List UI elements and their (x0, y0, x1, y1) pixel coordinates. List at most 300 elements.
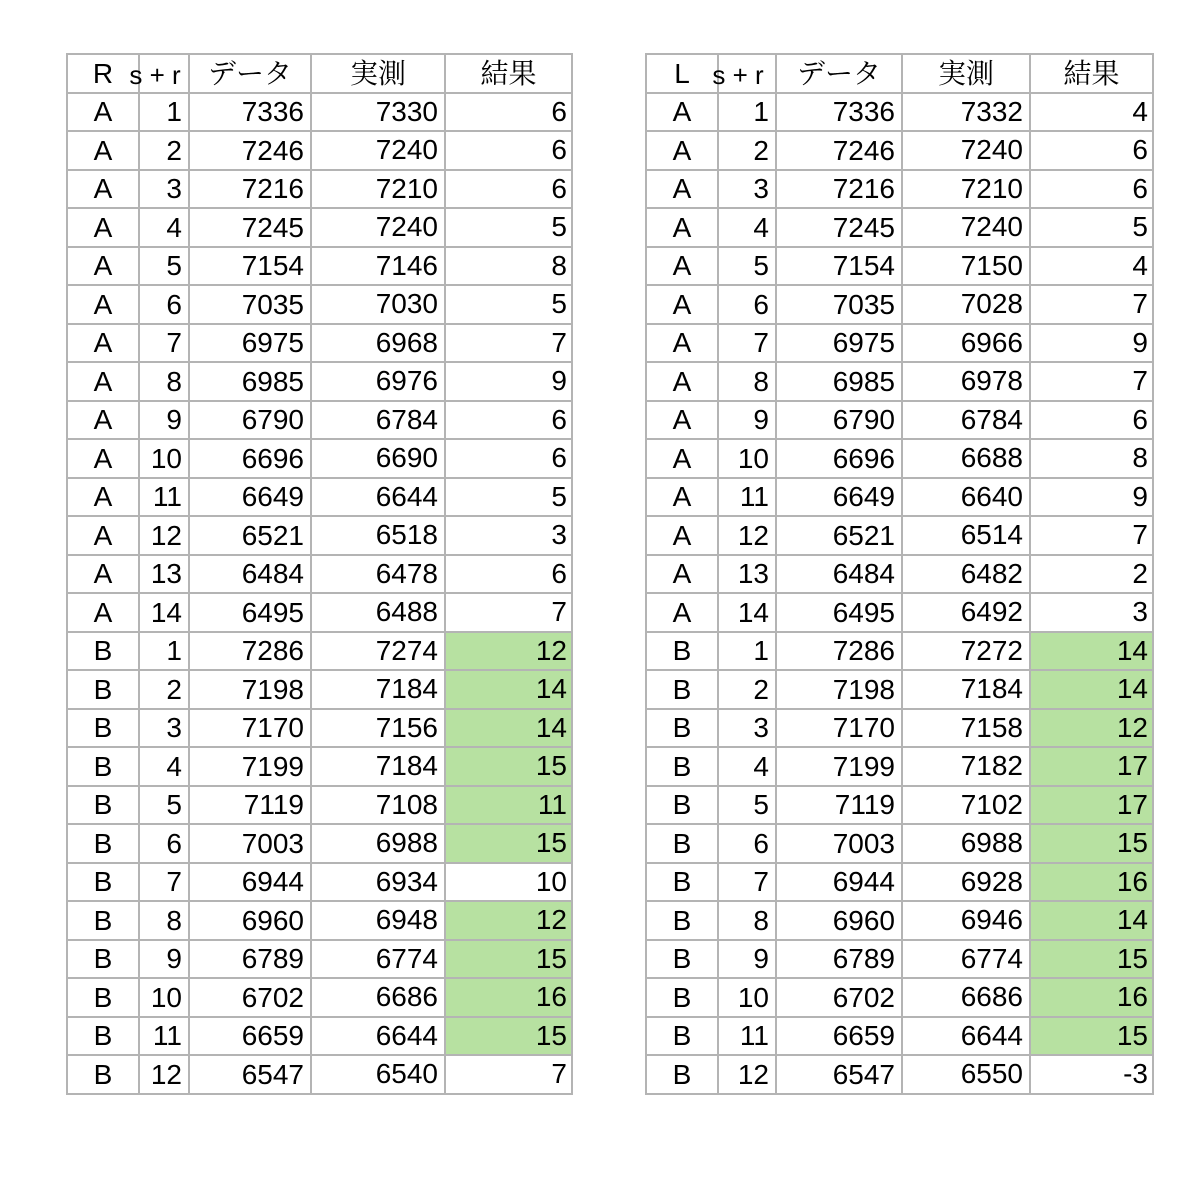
cell-data[interactable]: 7119 (189, 786, 311, 825)
cell-measured[interactable]: 7028 (902, 285, 1030, 324)
table-body (646, 93, 1153, 1094)
cell-data[interactable]: 7154 (189, 247, 311, 286)
cell-measured[interactable]: 7240 (311, 131, 445, 170)
cell-measured[interactable]: 7150 (902, 247, 1030, 286)
cell-result[interactable]: 15 (1030, 824, 1153, 863)
cell-group[interactable]: A (646, 362, 718, 401)
table-row (67, 978, 572, 1017)
cell-result[interactable]: 14 (445, 709, 572, 748)
table-row (67, 824, 572, 863)
table-row (646, 863, 1153, 902)
cell-data[interactable]: 6659 (776, 1017, 902, 1056)
cell-index[interactable]: 12 (139, 516, 189, 555)
cell-measured[interactable]: 6774 (902, 940, 1030, 979)
cell-index[interactable]: 8 (718, 901, 776, 940)
cell-data[interactable]: 7035 (776, 285, 902, 324)
header-s-plus-r[interactable]: s + r (718, 54, 776, 93)
cell-group[interactable]: B (646, 824, 718, 863)
cell-index[interactable]: 8 (139, 901, 189, 940)
cell-group[interactable]: A (646, 478, 718, 517)
cell-group[interactable]: B (646, 863, 718, 902)
cell-result[interactable]: 7 (445, 324, 572, 363)
cell-index[interactable]: 14 (718, 593, 776, 632)
cell-measured[interactable]: 7274 (311, 632, 445, 671)
cell-index[interactable]: 9 (718, 401, 776, 440)
cell-group[interactable]: B (646, 747, 718, 786)
cell-data[interactable]: 6789 (776, 940, 902, 979)
cell-data[interactable]: 6495 (189, 593, 311, 632)
cell-index[interactable]: 2 (139, 131, 189, 170)
cell-data[interactable]: 7170 (776, 709, 902, 748)
cell-result[interactable]: 15 (445, 824, 572, 863)
cell-index[interactable]: 6 (718, 285, 776, 324)
table-row (646, 940, 1153, 979)
cell-result[interactable]: 6 (445, 131, 572, 170)
table-row (67, 709, 572, 748)
cell-group[interactable]: A (646, 324, 718, 363)
cell-data[interactable]: 6484 (189, 555, 311, 594)
table-row (67, 516, 572, 555)
cell-measured[interactable]: 7156 (311, 709, 445, 748)
cell-result[interactable]: 4 (1030, 247, 1153, 286)
cell-data[interactable]: 7199 (189, 747, 311, 786)
cell-measured[interactable]: 7210 (311, 170, 445, 209)
cell-measured[interactable]: 6966 (902, 324, 1030, 363)
table-row (67, 362, 572, 401)
cell-index[interactable]: 11 (718, 478, 776, 517)
cell-result[interactable]: 15 (1030, 940, 1153, 979)
cell-measured[interactable]: 6934 (311, 863, 445, 902)
cell-result[interactable]: 15 (445, 747, 572, 786)
cell-index[interactable]: 2 (139, 670, 189, 709)
cell-index[interactable]: 8 (139, 362, 189, 401)
cell-index[interactable]: 3 (139, 170, 189, 209)
cell-data[interactable]: 7198 (189, 670, 311, 709)
cell-data[interactable]: 6696 (776, 439, 902, 478)
cell-group[interactable]: A (646, 170, 718, 209)
table-row (67, 170, 572, 209)
cell-group[interactable]: B (646, 632, 718, 671)
cell-measured[interactable]: 7108 (311, 786, 445, 825)
cell-group[interactable]: A (67, 439, 139, 478)
cell-result[interactable]: 7 (445, 593, 572, 632)
cell-data[interactable]: 7336 (189, 93, 311, 132)
cell-data[interactable]: 7246 (776, 131, 902, 170)
cell-measured[interactable]: 6640 (902, 478, 1030, 517)
cell-index[interactable]: 2 (718, 670, 776, 709)
cell-group[interactable]: B (67, 1055, 139, 1094)
cell-group[interactable]: B (67, 901, 139, 940)
cell-group[interactable]: B (67, 786, 139, 825)
cell-measured[interactable]: 6514 (902, 516, 1030, 555)
cell-measured[interactable]: 6686 (902, 978, 1030, 1017)
cell-index[interactable]: 3 (718, 709, 776, 748)
cell-group[interactable]: A (67, 208, 139, 247)
cell-data[interactable]: 6975 (189, 324, 311, 363)
cell-index[interactable]: 7 (139, 324, 189, 363)
cell-data[interactable]: 6696 (189, 439, 311, 478)
cell-result[interactable]: 5 (445, 478, 572, 517)
cell-measured[interactable]: 6644 (311, 478, 445, 517)
cell-group[interactable]: B (67, 670, 139, 709)
cell-data[interactable]: 7286 (189, 632, 311, 671)
cell-result[interactable]: 2 (1030, 555, 1153, 594)
cell-result[interactable]: 5 (445, 208, 572, 247)
cell-result[interactable]: 10 (445, 863, 572, 902)
cell-result[interactable]: 8 (445, 247, 572, 286)
cell-data[interactable]: 6960 (189, 901, 311, 940)
cell-group[interactable]: B (646, 670, 718, 709)
cell-index[interactable]: 5 (718, 786, 776, 825)
cell-result[interactable]: 17 (1030, 747, 1153, 786)
cell-result[interactable]: 6 (1030, 401, 1153, 440)
cell-group[interactable]: A (67, 170, 139, 209)
header-side[interactable]: R (67, 54, 139, 93)
cell-group[interactable]: A (67, 516, 139, 555)
cell-group[interactable]: B (67, 709, 139, 748)
cell-data[interactable]: 6649 (776, 478, 902, 517)
cell-group[interactable]: B (67, 632, 139, 671)
cell-result[interactable]: 12 (445, 632, 572, 671)
cell-measured[interactable]: 7184 (311, 670, 445, 709)
table-row (67, 1055, 572, 1094)
cell-group[interactable]: B (646, 786, 718, 825)
cell-result[interactable]: 16 (445, 978, 572, 1017)
header-data[interactable]: データ (776, 54, 902, 93)
cell-index[interactable]: 1 (139, 93, 189, 132)
cell-data[interactable]: 7336 (776, 93, 902, 132)
table-row (67, 901, 572, 940)
cell-result[interactable]: 16 (1030, 978, 1153, 1017)
cell-data[interactable]: 7003 (776, 824, 902, 863)
cell-group[interactable]: B (67, 863, 139, 902)
cell-index[interactable]: 9 (139, 401, 189, 440)
cell-index[interactable]: 5 (139, 247, 189, 286)
cell-result[interactable]: 6 (445, 170, 572, 209)
cell-result[interactable]: 14 (1030, 632, 1153, 671)
cell-group[interactable]: B (646, 1055, 718, 1094)
cell-index[interactable]: 7 (718, 863, 776, 902)
cell-group[interactable]: A (646, 593, 718, 632)
cell-result[interactable]: 15 (445, 1017, 572, 1056)
cell-result[interactable]: 6 (445, 93, 572, 132)
cell-measured[interactable]: 6518 (311, 516, 445, 555)
cell-index[interactable]: 10 (139, 978, 189, 1017)
cell-result[interactable]: 12 (445, 901, 572, 940)
cell-group[interactable]: B (646, 1017, 718, 1056)
cell-data[interactable]: 6790 (776, 401, 902, 440)
cell-result[interactable]: 6 (445, 555, 572, 594)
cell-measured[interactable]: 7332 (902, 93, 1030, 132)
cell-measured[interactable]: 6644 (311, 1017, 445, 1056)
cell-index[interactable]: 9 (718, 940, 776, 979)
cell-measured[interactable]: 6686 (311, 978, 445, 1017)
table-row (67, 247, 572, 286)
table-row (67, 478, 572, 517)
table-row (67, 439, 572, 478)
cell-data[interactable]: 6702 (189, 978, 311, 1017)
cell-index[interactable]: 14 (139, 593, 189, 632)
cell-index[interactable]: 12 (139, 1055, 189, 1094)
table-body (67, 93, 572, 1094)
cell-measured[interactable]: 6478 (311, 555, 445, 594)
table-row (646, 478, 1153, 517)
cell-result[interactable]: 7 (445, 1055, 572, 1094)
cell-index[interactable]: 12 (718, 516, 776, 555)
cell-result[interactable]: 15 (1030, 1017, 1153, 1056)
cell-measured[interactable]: 6976 (311, 362, 445, 401)
cell-measured[interactable]: 7030 (311, 285, 445, 324)
cell-result[interactable]: 3 (445, 516, 572, 555)
cell-group[interactable]: A (67, 478, 139, 517)
cell-index[interactable]: 10 (718, 439, 776, 478)
cell-data[interactable]: 6960 (776, 901, 902, 940)
cell-data[interactable]: 7286 (776, 632, 902, 671)
cell-data[interactable]: 6649 (189, 478, 311, 517)
cell-group[interactable]: B (67, 978, 139, 1017)
cell-result[interactable]: 3 (1030, 593, 1153, 632)
cell-measured[interactable]: 6550 (902, 1055, 1030, 1094)
cell-result[interactable]: 6 (1030, 170, 1153, 209)
cell-data[interactable]: 7245 (189, 208, 311, 247)
cell-group[interactable]: A (67, 93, 139, 132)
cell-measured[interactable]: 6988 (311, 824, 445, 863)
cell-index[interactable]: 12 (718, 1055, 776, 1094)
cell-index[interactable]: 5 (718, 247, 776, 286)
table-row (67, 208, 572, 247)
cell-measured[interactable]: 7158 (902, 709, 1030, 748)
cell-index[interactable]: 1 (139, 632, 189, 671)
cell-group[interactable]: A (646, 208, 718, 247)
cell-index[interactable]: 10 (718, 978, 776, 1017)
cell-data[interactable]: 6985 (776, 362, 902, 401)
cell-measured[interactable]: 7146 (311, 247, 445, 286)
cell-measured[interactable]: 6784 (902, 401, 1030, 440)
cell-group[interactable]: B (646, 901, 718, 940)
header-result[interactable]: 結果 (445, 54, 572, 93)
cell-data[interactable]: 7119 (776, 786, 902, 825)
cell-measured[interactable]: 6948 (311, 901, 445, 940)
cell-group[interactable]: A (67, 247, 139, 286)
cell-data[interactable]: 7246 (189, 131, 311, 170)
cell-data[interactable]: 7170 (189, 709, 311, 748)
header-row (646, 54, 1153, 93)
cell-result[interactable]: 6 (445, 401, 572, 440)
cell-data[interactable]: 7035 (189, 285, 311, 324)
cell-group[interactable]: A (646, 401, 718, 440)
cell-measured[interactable]: 6488 (311, 593, 445, 632)
cell-data[interactable]: 7216 (189, 170, 311, 209)
cell-index[interactable]: 7 (718, 324, 776, 363)
header-data[interactable]: データ (189, 54, 311, 93)
cell-measured[interactable]: 7330 (311, 93, 445, 132)
cell-group[interactable]: B (67, 824, 139, 863)
cell-result[interactable]: 7 (1030, 362, 1153, 401)
cell-measured[interactable]: 6482 (902, 555, 1030, 594)
table-row (646, 516, 1153, 555)
cell-index[interactable]: 6 (139, 285, 189, 324)
cell-result[interactable]: 11 (445, 786, 572, 825)
cell-result[interactable]: 7 (1030, 516, 1153, 555)
cell-measured[interactable]: 6988 (902, 824, 1030, 863)
cell-group[interactable]: A (67, 285, 139, 324)
table-row (67, 593, 572, 632)
cell-index[interactable]: 1 (718, 632, 776, 671)
cell-data[interactable]: 6944 (776, 863, 902, 902)
cell-result[interactable]: 17 (1030, 786, 1153, 825)
cell-data[interactable]: 6659 (189, 1017, 311, 1056)
cell-measured[interactable]: 7102 (902, 786, 1030, 825)
cell-result[interactable]: 14 (1030, 901, 1153, 940)
cell-index[interactable]: 8 (718, 362, 776, 401)
cell-result[interactable]: 15 (445, 940, 572, 979)
cell-measured[interactable]: 6968 (311, 324, 445, 363)
cell-group[interactable]: A (67, 362, 139, 401)
cell-measured[interactable]: 6644 (902, 1017, 1030, 1056)
cell-measured[interactable]: 7272 (902, 632, 1030, 671)
table-row (646, 824, 1153, 863)
cell-measured[interactable]: 7240 (311, 208, 445, 247)
cell-measured[interactable]: 7184 (311, 747, 445, 786)
cell-data[interactable]: 6495 (776, 593, 902, 632)
cell-result[interactable]: 6 (445, 439, 572, 478)
cell-index[interactable]: 5 (139, 786, 189, 825)
cell-index[interactable]: 7 (139, 863, 189, 902)
header-measured[interactable]: 実測 (902, 54, 1030, 93)
header-s-plus-r[interactable]: s + r (139, 54, 189, 93)
table-row (67, 863, 572, 902)
cell-index[interactable]: 3 (718, 170, 776, 209)
cell-result[interactable]: 14 (445, 670, 572, 709)
cell-group[interactable]: A (646, 285, 718, 324)
table-row (646, 747, 1153, 786)
cell-group[interactable]: B (646, 940, 718, 979)
cell-index[interactable]: 6 (139, 824, 189, 863)
cell-result[interactable]: 4 (1030, 93, 1153, 132)
cell-result[interactable]: 9 (1030, 324, 1153, 363)
table-row (646, 709, 1153, 748)
cell-result[interactable]: 14 (1030, 670, 1153, 709)
cell-result[interactable]: 9 (445, 362, 572, 401)
cell-result[interactable]: 5 (445, 285, 572, 324)
cell-index[interactable]: 4 (718, 208, 776, 247)
cell-data[interactable]: 6521 (776, 516, 902, 555)
table-row (646, 901, 1153, 940)
cell-result[interactable]: 6 (1030, 131, 1153, 170)
cell-group[interactable]: A (646, 439, 718, 478)
cell-index[interactable]: 10 (139, 439, 189, 478)
cell-index[interactable]: 6 (718, 824, 776, 863)
cell-data[interactable]: 6702 (776, 978, 902, 1017)
cell-group[interactable]: B (646, 978, 718, 1017)
cell-index[interactable]: 13 (139, 555, 189, 594)
table-row (646, 131, 1153, 170)
cell-index[interactable]: 11 (139, 1017, 189, 1056)
cell-result[interactable]: 7 (1030, 285, 1153, 324)
cell-measured[interactable]: 7182 (902, 747, 1030, 786)
cell-group[interactable]: B (67, 1017, 139, 1056)
cell-group[interactable]: A (67, 401, 139, 440)
cell-data[interactable]: 6975 (776, 324, 902, 363)
table-row (646, 555, 1153, 594)
cell-data[interactable]: 6484 (776, 555, 902, 594)
cell-result[interactable]: -3 (1030, 1055, 1153, 1094)
cell-group[interactable]: A (646, 247, 718, 286)
cell-index[interactable]: 3 (139, 709, 189, 748)
cell-group[interactable]: A (67, 555, 139, 594)
cell-measured[interactable]: 6492 (902, 593, 1030, 632)
cell-result[interactable]: 9 (1030, 478, 1153, 517)
cell-measured[interactable]: 7240 (902, 208, 1030, 247)
header-side[interactable]: L (646, 54, 718, 93)
table-row (67, 747, 572, 786)
header-measured[interactable]: 実測 (311, 54, 445, 93)
table-row (646, 1055, 1153, 1094)
cell-result[interactable]: 5 (1030, 208, 1153, 247)
cell-data[interactable]: 6789 (189, 940, 311, 979)
cell-measured[interactable]: 6928 (902, 863, 1030, 902)
cell-data[interactable]: 6547 (776, 1055, 902, 1094)
cell-index[interactable]: 9 (139, 940, 189, 979)
header-result[interactable]: 結果 (1030, 54, 1153, 93)
cell-result[interactable]: 8 (1030, 439, 1153, 478)
cell-data[interactable]: 7199 (776, 747, 902, 786)
cell-measured[interactable]: 6978 (902, 362, 1030, 401)
cell-index[interactable]: 13 (718, 555, 776, 594)
cell-result[interactable]: 12 (1030, 709, 1153, 748)
cell-data[interactable]: 7198 (776, 670, 902, 709)
cell-group[interactable]: A (67, 593, 139, 632)
cell-group[interactable]: A (646, 131, 718, 170)
cell-data[interactable]: 7245 (776, 208, 902, 247)
cell-measured[interactable]: 6946 (902, 901, 1030, 940)
cell-group[interactable]: A (646, 516, 718, 555)
cell-group[interactable]: A (646, 93, 718, 132)
table-row (646, 362, 1153, 401)
cell-measured[interactable]: 7210 (902, 170, 1030, 209)
cell-index[interactable]: 4 (139, 747, 189, 786)
cell-index[interactable]: 1 (718, 93, 776, 132)
cell-group[interactable]: B (646, 709, 718, 748)
cell-group[interactable]: A (67, 324, 139, 363)
cell-data[interactable]: 6790 (189, 401, 311, 440)
cell-index[interactable]: 11 (718, 1017, 776, 1056)
cell-data[interactable]: 7154 (776, 247, 902, 286)
cell-data[interactable]: 6985 (189, 362, 311, 401)
cell-measured[interactable]: 7184 (902, 670, 1030, 709)
cell-data[interactable]: 7216 (776, 170, 902, 209)
cell-group[interactable]: B (67, 747, 139, 786)
cell-index[interactable]: 4 (139, 208, 189, 247)
cell-measured[interactable]: 6688 (902, 439, 1030, 478)
cell-index[interactable]: 11 (139, 478, 189, 517)
cell-group[interactable]: A (646, 555, 718, 594)
cell-data[interactable]: 7003 (189, 824, 311, 863)
cell-measured[interactable]: 6690 (311, 439, 445, 478)
cell-index[interactable]: 4 (718, 747, 776, 786)
cell-group[interactable]: A (67, 131, 139, 170)
cell-group[interactable]: B (67, 940, 139, 979)
cell-measured[interactable]: 6540 (311, 1055, 445, 1094)
cell-data[interactable]: 6944 (189, 863, 311, 902)
cell-data[interactable]: 6521 (189, 516, 311, 555)
cell-measured[interactable]: 7240 (902, 131, 1030, 170)
cell-index[interactable]: 2 (718, 131, 776, 170)
cell-result[interactable]: 16 (1030, 863, 1153, 902)
cell-data[interactable]: 6547 (189, 1055, 311, 1094)
cell-measured[interactable]: 6774 (311, 940, 445, 979)
cell-measured[interactable]: 6784 (311, 401, 445, 440)
